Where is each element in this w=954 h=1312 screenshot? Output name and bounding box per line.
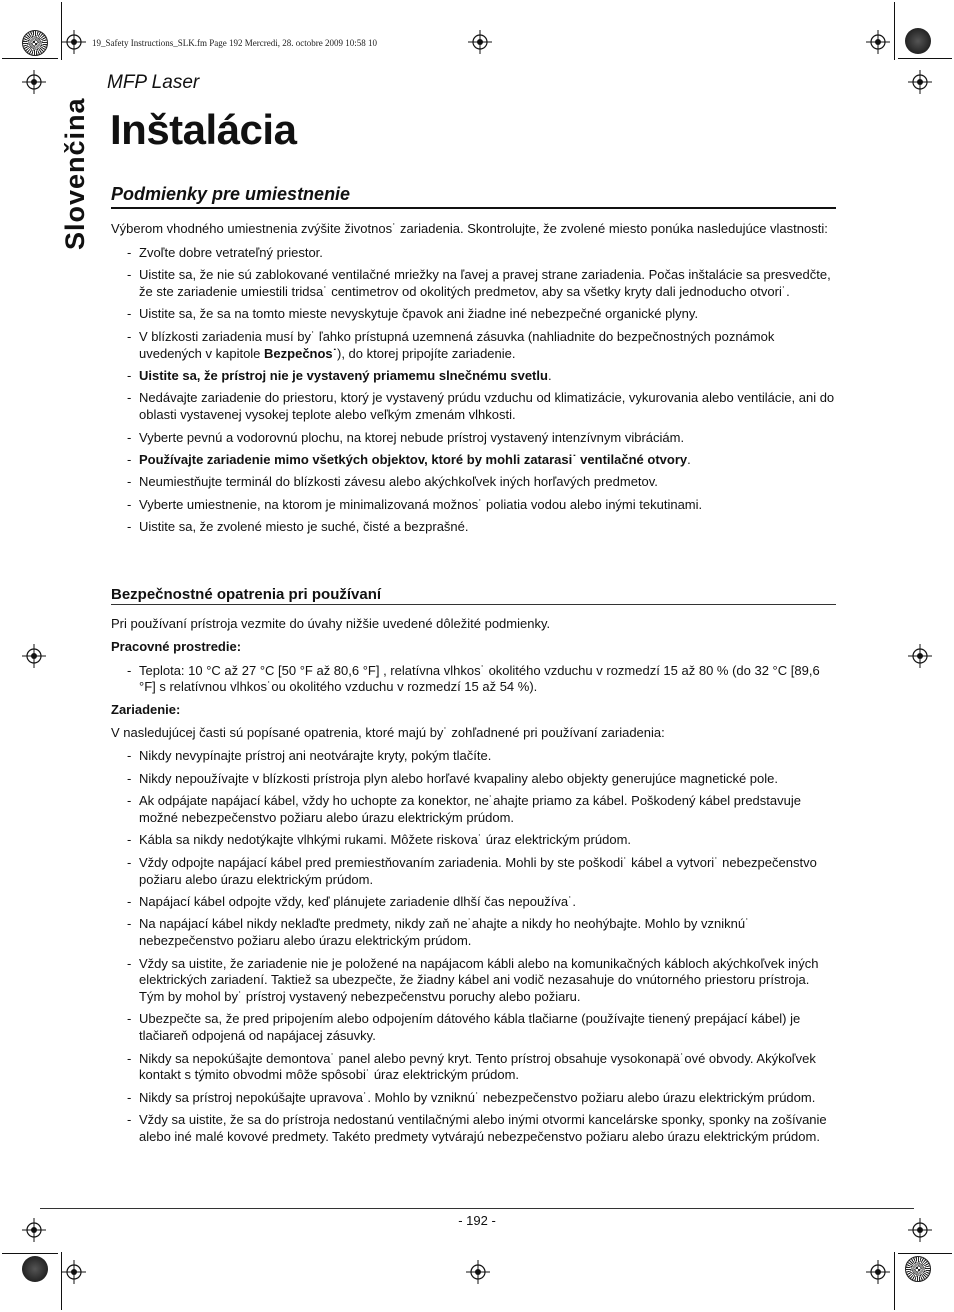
list-item: - Uistite sa, že sa na tomto mieste nevyskytuje čpavok ani žiadne iné nebezpečné organické plyny. [111, 306, 836, 323]
list-item: - Vždy sa uistite, že zariadenie nie je položené na napájacom kábli alebo na komunikačných kábloch akýchkoľvek iných elektrických zariadení. Taktiež sa ubezpečte, že žiadny kábel ani vodič nezasahuje do vnútorného priestoru prístroja. Tým by mohol by˙ prístroj vystavený nebezpečenstvu poruchy alebo požiaru. [111, 956, 836, 1006]
registration-target-icon [466, 1260, 490, 1284]
list-item: - Nikdy sa nepokúšajte demontova˙ panel alebo pevný kryt. Tento prístroj obsahuje vysokonapä˙ové obvody. Akýkoľvek kontakt s týmito obvodmi môže spôsobi˙ úraz elektrickým prúdom. [111, 1051, 836, 1085]
list-item: - Uistite sa, že nie sú zablokované ventilačné mriežky na ľavej a pravej strane zariadenia. Počas inštalácie sa presvedčte, že ste zariadenie umiestili tridsa˙ centimetrov od okolitých predmetov, aby sa všetky kryty dali jednoducho otvori˙. [111, 267, 836, 301]
section-heading: Podmienky pre umiestnenie [111, 184, 836, 209]
section1-body [111, 221, 836, 541]
list-item: - Ubezpečte sa, že pred pripojením alebo odpojením dátového kábla tlačiarne (používajte tienený prepájací kábel) je tlačiareň odpojená od napájacej zásuvky. [111, 1011, 836, 1045]
crop-line [898, 1253, 952, 1254]
crop-line [2, 1253, 58, 1254]
registration-target-icon [62, 1260, 86, 1284]
registration-target-icon [468, 30, 492, 54]
bold-text: Bezpečnos˙ [264, 345, 337, 361]
crop-line [894, 2, 895, 60]
text: ), do ktorej pripojíte zariadenie. [337, 345, 516, 361]
list-item: - Vyberte umiestnenie, na ktorom je minimalizovaná možnos˙ poliatia vodou alebo inými tekutinami. [111, 497, 836, 514]
device-label: Zariadenie: [111, 701, 181, 717]
list-item: - Nikdy nevypínajte prístroj ani neotvárajte kryty, pokým tlačíte. [111, 748, 836, 765]
print-rosette-icon [905, 28, 931, 54]
work-environment-label: Pracovné prostredie: [111, 638, 242, 654]
list-item: - Ak odpájate napájací kábel, vždy ho uchopte za konektor, ne˙ahajte priamo za kábel. Poškodený kábel predstavuje možné nebezpečenstvo požiaru alebo úrazu elektrickým prúdom. [111, 793, 836, 827]
bold-text: Uistite sa, že prístroj nie je vystavený priamemu slnečnému svetlu [139, 367, 548, 383]
bold-text: Používajte zariadenie mimo všetkých objektov, ktoré by mohli zatarasi˙ ventilačné otvory [139, 451, 688, 467]
list-item: - Vždy odpojte napájací kábel pred premiestňovaním zariadenia. Mohli by ste poškodi˙ kábel a vytvori˙ nebezpečenstvo požiaru alebo úrazu elektrickým prúdom. [111, 855, 836, 889]
print-rosette-icon [22, 1256, 48, 1282]
running-header: MFP Laser [107, 72, 200, 93]
list-item: - Nikdy nepoužívajte v blízkosti prístroja plyn alebo horľavé kvapaliny alebo objekty generujúce magnetické pole. [111, 771, 836, 788]
list-item: - Kábla sa nikdy nedotýkajte vlhkými rukami. Môžete riskova˙ úraz elektrickým prúdom. [111, 832, 836, 849]
list-item [111, 368, 836, 385]
page-title: Inštalácia [110, 106, 297, 153]
list-item: - Teplota: 10 °C až 27 °C [50 °F až 80,6 °F] , relatívna vlhkos˙ okolitého vzduchu v rozmedzí 15 až 80 % (do 32 °C [89,6 °F] s relatívnou vlhkos˙ou okolitého vzduchu v rozmedzí 15 až 54 %). [111, 663, 836, 697]
list-item: - Nedávajte zariadenie do priestoru, ktorý je vystavený prúdu vzduchu od klimatizácie, vykurovania alebo ventilácie, ani do oblasti vystavenej vysokej teplote alebo veľkým zmenám vlhkosti. [111, 390, 836, 424]
list-item: - Vyberte pevnú a vodorovnú plochu, na ktorej nebude prístroj vystavený intenzívnym vibráciám. [111, 430, 836, 447]
crop-line [894, 1252, 895, 1310]
device-intro: V nasledujúcej časti sú popísané opatrenia, ktoré majú by˙ zohľadnené pri používaní zariadenia: [111, 724, 665, 740]
list-item: - Uistite sa, že zvolené miesto je suché, čisté a bezprašné. [111, 519, 836, 536]
section2-body [111, 616, 836, 1151]
list-item [111, 452, 836, 469]
text: . [687, 451, 691, 467]
language-side-label: Slovenčina [60, 97, 90, 250]
list-item: - Na napájací kábel nikdy neklaďte predmety, nikdy zaň ne˙ahajte a nikdy ho neohýbajte. Mohlo by vzniknú˙ nebezpečenstvo požiaru alebo úrazu elektrickým prúdom. [111, 916, 836, 950]
crop-line [2, 58, 58, 59]
crop-line [898, 58, 952, 59]
footer-divider [40, 1208, 914, 1209]
device-precautions-list [111, 748, 836, 1145]
section1-intro: Výberom vhodného umiestnenia zvýšite životnos˙ zariadenia. Skontrolujte, že zvolené miesto ponúka nasledujúce vlastnosti: [111, 221, 828, 236]
registration-target-icon [908, 70, 932, 94]
list-item [111, 329, 836, 363]
list-item: - Neumiestňujte terminál do blízkosti závesu alebo akýchkoľvek iných horľavých predmetov. [111, 474, 836, 491]
list-item: - Napájací kábel odpojte vždy, keď plánujete zariadenie dlhší čas nepoužíva˙. [111, 894, 836, 911]
registration-target-icon [866, 1260, 890, 1284]
registration-target-icon [22, 644, 46, 668]
page-number: - 192 - [458, 1213, 496, 1228]
list-item: - Vždy sa uistite, že sa do prístroja nedostanú ventilačnými alebo inými otvormi kancelárske sponky, sponky na zošívanie alebo iné malé kovové predmety. Takéto predmety vytvárajú nebezpečenstvo požiaru alebo úrazu elektrickým prúdom. [111, 1112, 836, 1146]
list-item: - Zvoľte dobre vetrateľný priestor. [111, 245, 836, 262]
print-rosette-icon [22, 30, 48, 56]
work-environment-list [111, 663, 836, 697]
list-item: - Nikdy sa prístroj nepokúšajte upravova˙. Mohlo by vzniknú˙ nebezpečenstvo požiaru alebo úrazu elektrickým prúdom. [111, 1090, 836, 1107]
print-rosette-icon [905, 1256, 931, 1282]
registration-target-icon [866, 30, 890, 54]
subsection-heading: Bezpečnostné opatrenia pri používaní [111, 586, 836, 605]
file-info: 19_Safety Instructions_SLK.fm Page 192 Mercredi, 28. octobre 2009 10:58 10 [92, 38, 377, 48]
registration-target-icon [22, 70, 46, 94]
registration-target-icon [908, 644, 932, 668]
placement-conditions-list [111, 245, 836, 536]
text: . [547, 367, 552, 383]
text: V blízkosti zariadenia musí by˙ ľahko prístupná uzemnená zásuvka (nahliadnite do bezpečnostných poznámok uvedených v kapitole [139, 328, 775, 361]
section2-intro: Pri používaní prístroja vezmite do úvahy nižšie uvedené dôležité podmienky. [111, 616, 551, 631]
